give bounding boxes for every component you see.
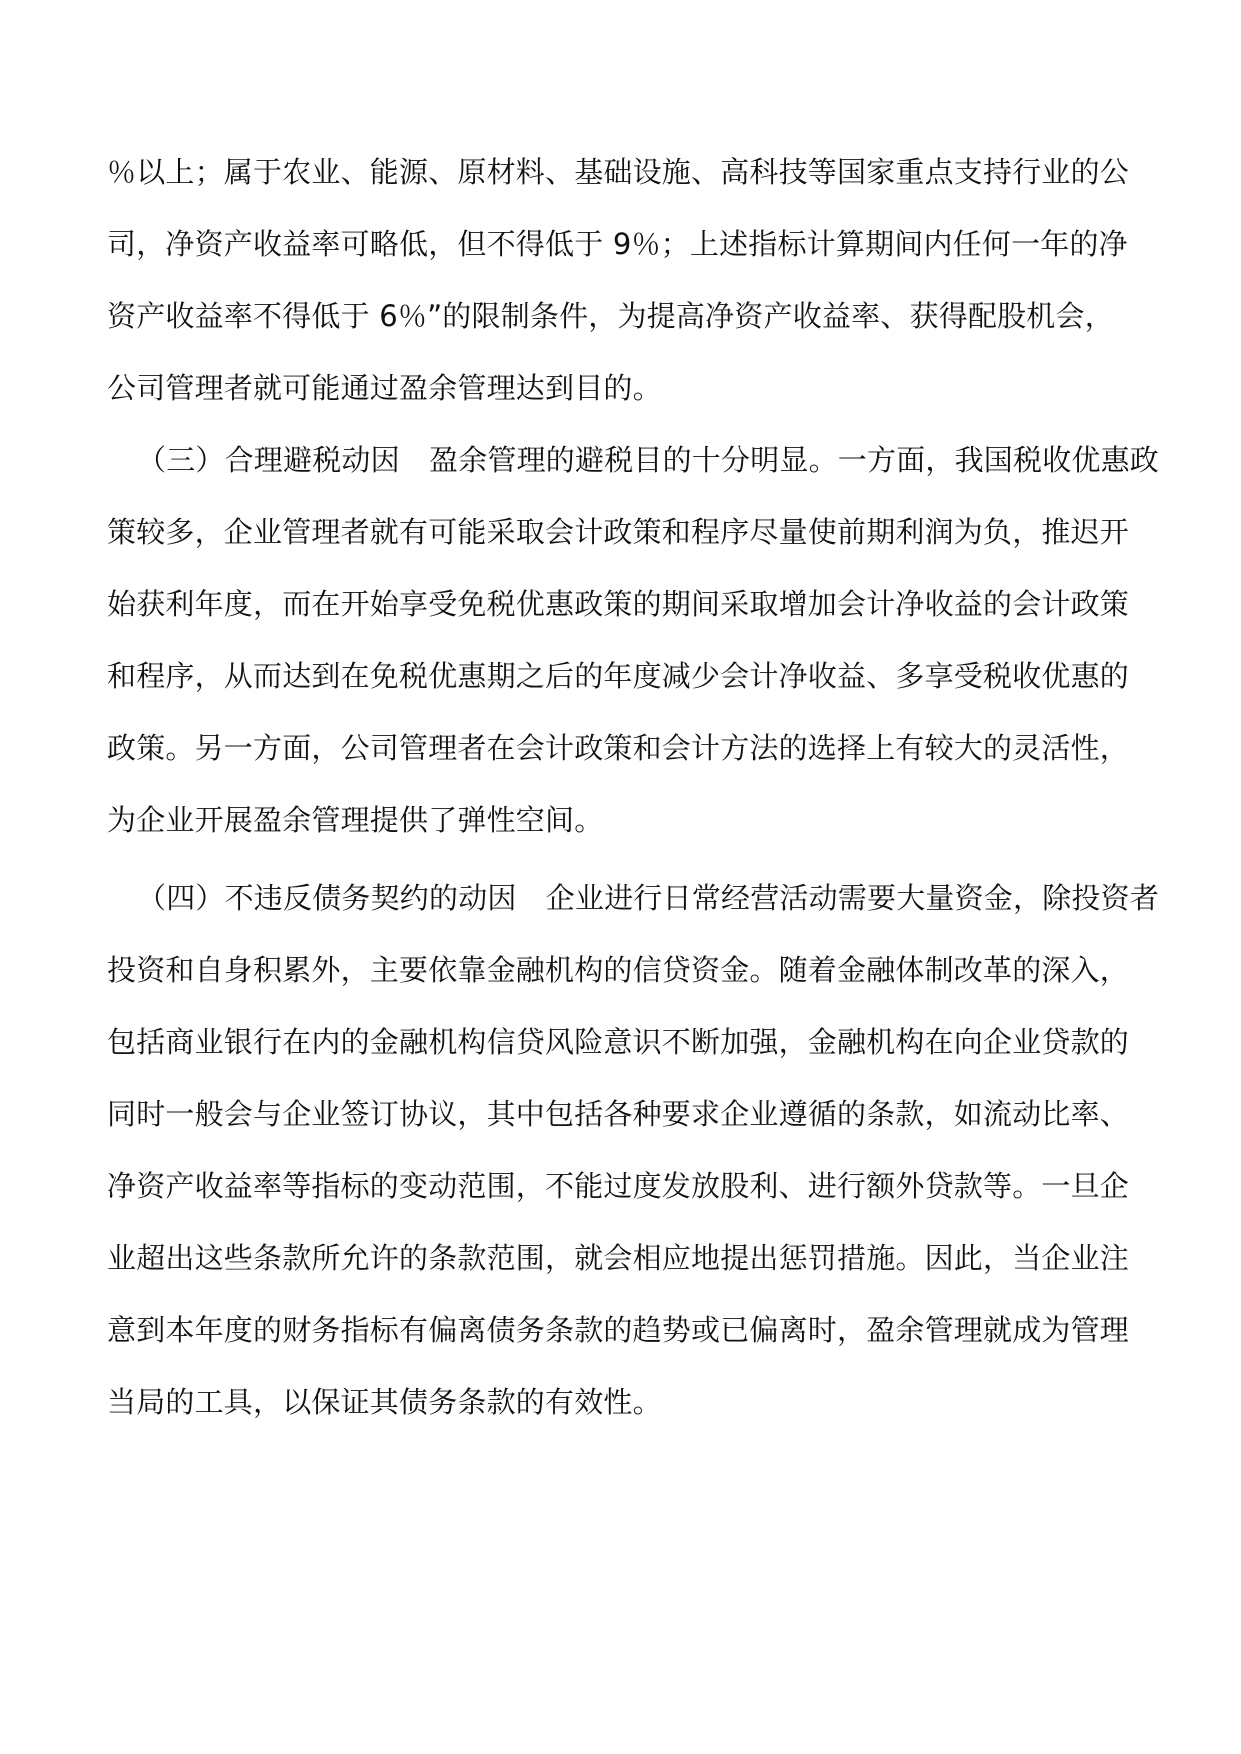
text-line-4: 公司管理者就可能通过盈余管理达到目的。	[107, 371, 662, 405]
text-line-17: 意到本年度的财务指标有偏离债务条款的趋势或已偏离时，盈余管理就成为管理	[107, 1313, 1130, 1347]
text-line-2: 司，净资产收益率可略低，但不得低于 9％；上述指标计算期间内任何一年的净	[107, 227, 1128, 261]
text-line-9: 政策。另一方面，公司管理者在会计政策和会计方法的选择上有较大的灵活性，	[107, 731, 1130, 765]
section-heading-line-debt-contract: （四）不违反债务契约的动因 企业进行日常经营活动需要大量资金，除投资者	[137, 881, 1160, 915]
text-line-6: 策较多，企业管理者就有可能采取会计政策和程序尽量使前期利润为负，推迟开	[107, 515, 1130, 549]
text-line-8: 和程序，从而达到在免税优惠期之后的年度减少会计净收益、多享受税收优惠的	[107, 659, 1130, 693]
text-line-10: 为企业开展盈余管理提供了弹性空间。	[107, 803, 604, 837]
text-line-13: 包括商业银行在内的金融机构信贷风险意识不断加强，金融机构在向企业贷款的	[107, 1025, 1130, 1059]
text-line-3: 资产收益率不得低于 6％”的限制条件，为提高净资产收益率、获得配股机会，	[107, 299, 1114, 333]
text-line-7: 始获利年度，而在开始享受免税优惠政策的期间采取增加会计净收益的会计政策	[107, 587, 1130, 621]
text-line-15: 净资产收益率等指标的变动范围，不能过度发放股利、进行额外贷款等。一旦企	[107, 1169, 1130, 1203]
text-line-16: 业超出这些条款所允许的条款范围，就会相应地提出惩罚措施。因此，当企业注	[107, 1241, 1130, 1275]
section-heading-line-tax-avoidance: （三）合理避税动因 盈余管理的避税目的十分明显。一方面，我国税收优惠政	[137, 443, 1160, 477]
text-line-12: 投资和自身积累外，主要依靠金融机构的信贷资金。随着金融体制改革的深入，	[107, 953, 1130, 987]
text-line-18: 当局的工具，以保证其债务条款的有效性。	[107, 1385, 662, 1419]
text-line-1: ％以上；属于农业、能源、原材料、基础设施、高科技等国家重点支持行业的公	[107, 155, 1130, 189]
text-line-14: 同时一般会与企业签订协议，其中包括各种要求企业遵循的条款，如流动比率、	[107, 1097, 1130, 1131]
